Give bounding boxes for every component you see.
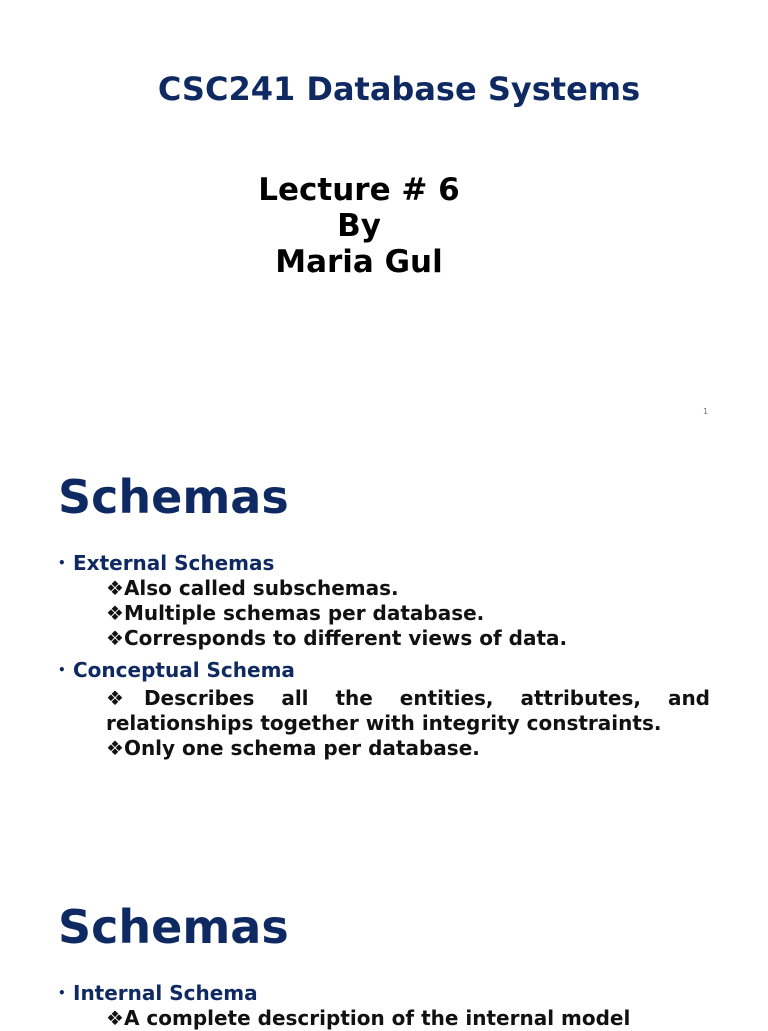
list-item: ❖Also called subschemas.: [106, 576, 399, 600]
bullet-external-schemas: • External Schemas: [58, 550, 710, 576]
bullet-internal-schema: • Internal Schema: [58, 980, 710, 1006]
slide-heading: Schemas: [58, 470, 289, 524]
list-item: ❖A complete description of the internal model: [106, 1006, 631, 1030]
bullet-list: [58, 550, 710, 761]
list-item: ❖Describes all the entities, attributes, and relationships together with integrity constraints.: [106, 686, 710, 735]
lecture-info: [0, 172, 768, 280]
schemas-slide-continued: [0, 880, 768, 1030]
title-slide: [0, 0, 768, 430]
diamond-bullet-icon: ❖: [106, 601, 124, 625]
diamond-bullet-icon: ❖: [106, 686, 144, 710]
diamond-bullet-icon: ❖: [106, 626, 124, 650]
lecture-number: Lecture # 6: [258, 172, 460, 208]
diamond-bullet-icon: ❖: [106, 736, 124, 760]
slide-heading: Schemas: [58, 900, 289, 954]
by-line: By: [337, 208, 381, 244]
bullet-conceptual-schema: • Conceptual Schema: [58, 657, 710, 683]
list-item: ❖Multiple schemas per database.: [106, 601, 485, 625]
author-name: Maria Gul: [275, 244, 443, 280]
course-title: CSC241 Database Systems: [157, 70, 641, 108]
diamond-bullet-icon: ❖: [106, 1006, 124, 1030]
diamond-bullet-icon: ❖: [106, 576, 124, 600]
slide-number: 1: [703, 407, 709, 416]
list-item: ❖Corresponds to different views of data.: [106, 626, 568, 650]
list-item: ❖Only one schema per database.: [106, 736, 480, 760]
schemas-slide: [0, 450, 768, 850]
bullet-list: [58, 980, 710, 1031]
